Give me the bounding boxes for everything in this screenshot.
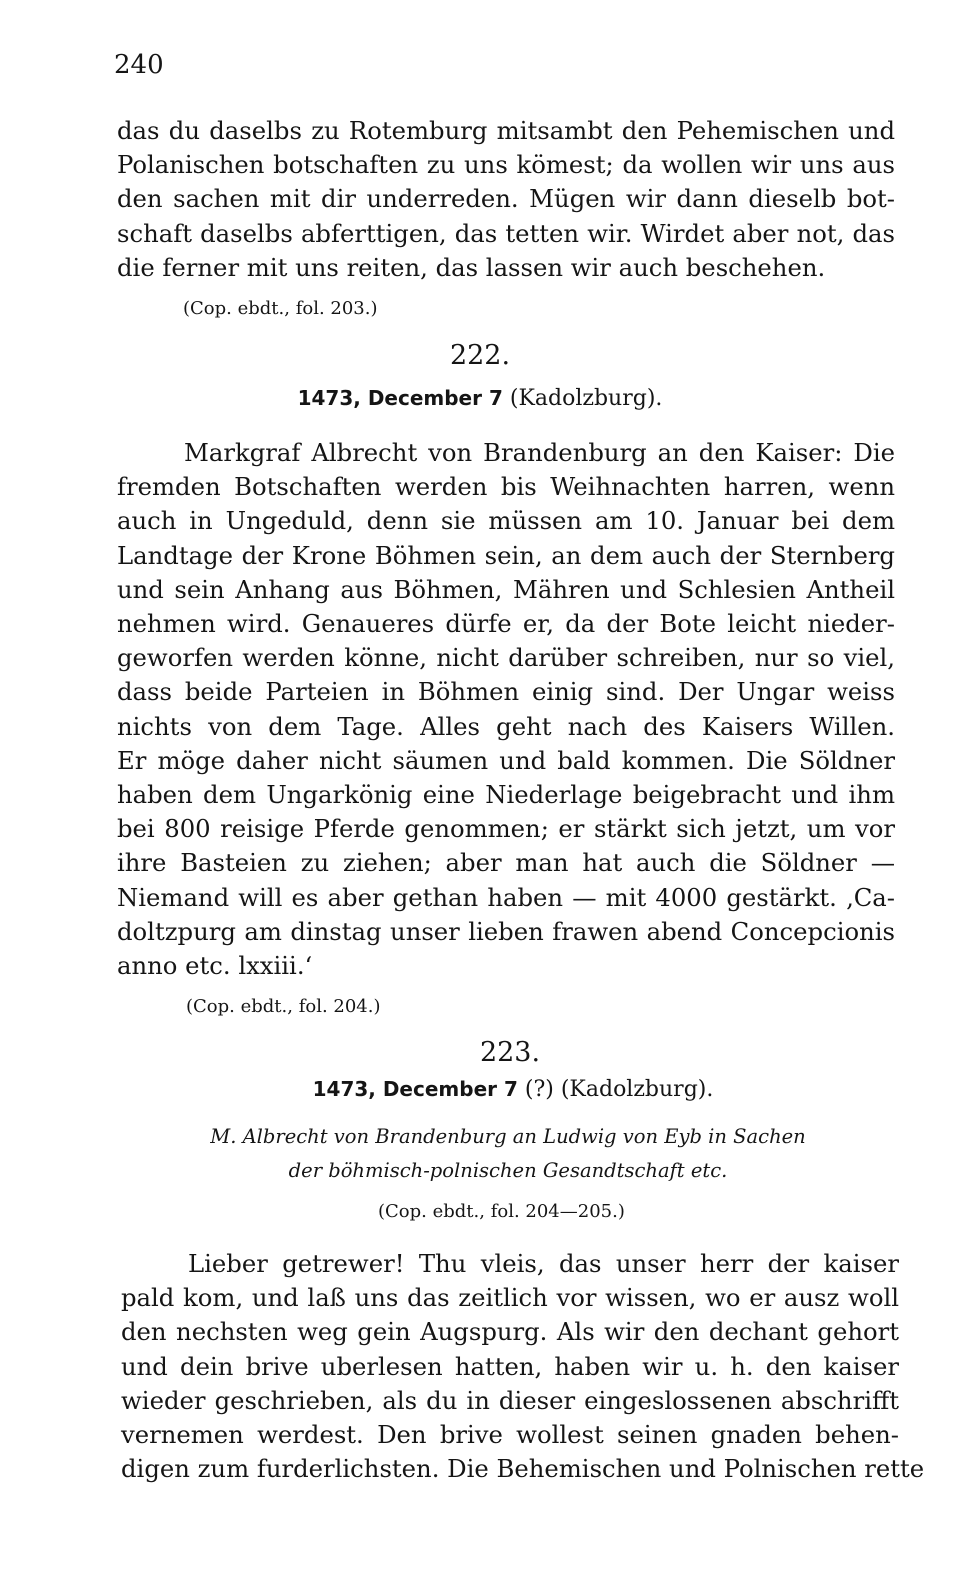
text-line: anno etc. lxxiii.‘ xyxy=(117,951,313,981)
text-line: Polanischen botschaften zu uns kömest; da wollen wir uns aus xyxy=(117,150,895,180)
text-line: haben dem Ungarkönig eine Niederlage beigebracht und ihm xyxy=(117,780,895,810)
document-heading xyxy=(0,386,960,411)
text-line: dass beide Parteien in Böhmen einig sind. Der Ungar weiss xyxy=(117,677,895,707)
text-line: doltzpurg am dinstag unser lieben frawen abend Concepcionis xyxy=(117,916,895,946)
text-line: fremden Botschaften werden bis Weihnachten harren, wenn xyxy=(117,472,895,502)
text-line: Landtage der Krone Böhmen sein, an dem auch der Sternberg xyxy=(117,540,895,570)
document-date: 1473, December 7 xyxy=(312,1077,518,1101)
document-heading xyxy=(0,1077,960,1102)
text-line: und sein Anhang aus Böhmen, Mähren und Schlesien Antheil xyxy=(117,574,895,604)
citation: (Cop. ebdt., fol. 203.) xyxy=(183,298,378,319)
document-number: 222. xyxy=(449,340,511,371)
page-number: 240 xyxy=(114,50,164,80)
text-line: das du daselbs zu Rotemburg mitsambt den Pehemischen und xyxy=(117,116,895,145)
citation: (Cop. ebdt., fol. 204.) xyxy=(186,996,381,1017)
text-line: pald kom, und laß uns das zeitlich vor wissen, wo er ausz woll xyxy=(121,1283,899,1313)
text-line: auch in Ungeduld, denn sie müssen am 10. Januar bei dem xyxy=(117,506,895,536)
text-line: und dein brive uberlesen hatten, haben wir u. h. den kaiser xyxy=(121,1351,899,1381)
citation: (Cop. ebdt., fol. 204—205.) xyxy=(378,1201,625,1222)
text-line: wieder geschrieben, als du in dieser eingeslossenen abschrifft xyxy=(121,1385,899,1415)
text-line: Er möge daher nicht säumen und bald kommen. Die Söldner xyxy=(117,745,895,775)
document-number: 223. xyxy=(479,1037,541,1068)
text-line: vernemen werdest. Den brive wollest seinen gnaden behen- xyxy=(121,1420,899,1450)
paragraph-continuation xyxy=(117,114,895,285)
text-line: ihre Basteien zu ziehen; aber man hat auch die Söldner — xyxy=(117,848,895,878)
text-line: den sachen mit dir underreden. Mügen wir dann dieselb bot- xyxy=(117,184,895,214)
text-line: geworfen werden könne, nicht darüber schreiben, nur so viel, xyxy=(117,643,895,673)
letter-text xyxy=(121,1247,925,1486)
document-place: (Kadolzburg). xyxy=(509,386,663,411)
text-line: M. Albrecht von Brandenburg an Ludwig von Eyb in Sachen xyxy=(210,1125,806,1148)
document-summary-paragraph xyxy=(117,436,895,983)
text-line: bei 800 reisige Pferde genommen; er stärkt sich jetzt, um vor xyxy=(117,814,895,844)
document-place: (?) (Kadolzburg). xyxy=(524,1077,714,1102)
text-line: digen zum furderlichsten. Die Behemischen und Polnischen rette xyxy=(121,1454,925,1484)
text-line: die ferner mit uns reiten, das lassen wir auch beschehen. xyxy=(117,252,826,282)
text-line: der böhmisch-polnischen Gesandtschaft etc. xyxy=(288,1159,728,1182)
text-line: nichts von dem Tage. Alles geht nach des Kaisers Willen. xyxy=(117,711,895,741)
text-line: schaft daselbs abferttigen, das tetten wir. Wirdet aber not, das xyxy=(117,218,895,248)
text-line: den nechsten weg gein Augspurg. Als wir den dechant gehort xyxy=(121,1317,899,1347)
text-line: Markgraf Albrecht von Brandenburg an den Kaiser: Die xyxy=(184,438,895,467)
document-date: 1473, December 7 xyxy=(297,386,503,410)
text-line: nehmen wird. Genaueres dürfe er, da der Bote leicht nieder- xyxy=(117,609,895,639)
document-summary xyxy=(0,1120,960,1188)
text-line: Niemand will es aber gethan haben — mit 4000 gestärkt. ‚Ca- xyxy=(117,882,895,912)
text-line: Lieber getrewer! Thu vleis, das unser herr der kaiser xyxy=(188,1249,899,1278)
